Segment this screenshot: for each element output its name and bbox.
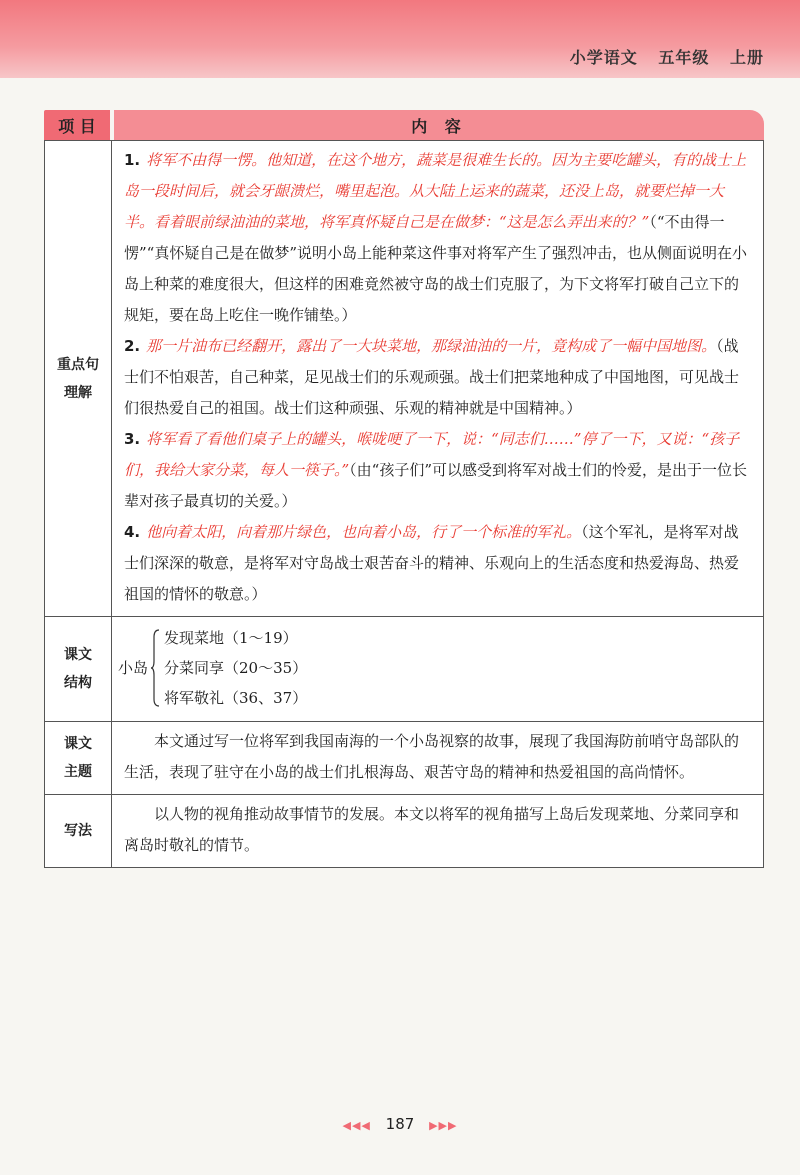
structure-root: 小岛 — [118, 658, 149, 677]
row-key-sentences — [44, 140, 764, 617]
structure-part: 分菜同享（20～35） — [164, 659, 308, 677]
writing-text: 以人物的视角推动故事情节的发展。本文以将军的视角描写上岛后发现菜地、分菜同享和离岛时敬礼的情节。 — [124, 805, 740, 854]
row-writing — [44, 795, 764, 868]
table-header — [44, 110, 764, 140]
key-sentence-item — [124, 145, 753, 331]
left-arrows-icon: ◀◀◀ — [342, 1119, 371, 1132]
theme-text: 本文通过写一位将军到我国南海的一个小岛视察的故事，展现了我国海防前哨守岛部队的生活，表现了驻守在小岛的战士们扎根海岛、艰苦守岛的精神和热爱祖国的高尚情怀。 — [124, 732, 740, 781]
label-structure — [45, 617, 112, 721]
structure-part: 将军敬礼（36、37） — [164, 689, 308, 707]
header-grade: 五年级 — [658, 48, 710, 67]
label-line: 结构 — [64, 675, 92, 691]
quote-text: 将军看了看他们桌子上的罐头，喉咙哽了一下，说：“同志们……”停了一下，又说：“孩子们，我给大家分菜，每人一筷子。” — [124, 430, 740, 479]
label-theme — [45, 722, 112, 794]
header-col-item: 项 目 — [44, 110, 110, 140]
content-theme — [112, 722, 763, 794]
note-text: （由“孩子们”可以感受到将军对战士们的怜爱，是出于一位长辈对孩子最真切的关爱。） — [124, 461, 748, 510]
note-text: （这个军礼，是将军对战士们深深的敬意，是将军对守岛战士艰苦奋斗的精神、乐观向上的生活态度和热爱海岛、热爱祖国的情怀的敬意。） — [124, 523, 740, 603]
label-writing: 写法 — [45, 795, 112, 867]
structure-parts — [164, 623, 307, 713]
label-line: 理解 — [64, 384, 92, 401]
label-line: 主题 — [64, 764, 92, 780]
header-title — [570, 45, 764, 68]
content-structure — [112, 617, 763, 721]
structure-diagram — [118, 621, 753, 715]
note-text: （“不由得一愣”“真怀疑自己是在做梦”说明小岛上能种菜这件事对将军产生了强烈冲击，也从侧面说明在小岛上种菜的难度很大，但这样的困难竟然被守岛的战士们克服了，为下文将军打破自己立下的规矩，要在岛上吃住一晚作铺垫。） — [124, 213, 748, 324]
page-number: 187 — [385, 1115, 415, 1133]
label-line: 课文 — [64, 736, 92, 752]
row-theme — [44, 722, 764, 795]
header-subject: 小学语文 — [569, 48, 638, 67]
key-sentence-item — [124, 424, 753, 517]
content-writing — [112, 795, 763, 867]
item-number: 4. — [124, 523, 141, 541]
header-volume: 上册 — [729, 48, 764, 67]
item-number: 1. — [124, 151, 141, 169]
item-number: 3. — [124, 430, 141, 448]
summary-table — [44, 110, 764, 868]
header-col-content: 内 容 — [114, 110, 764, 140]
quote-text: 他向着太阳，向着那片绿色，也向着小岛，行了一个标准的军礼。 — [146, 523, 582, 541]
note-text: （战士们不怕艰苦，自己种菜，足见战士们的乐观顽强。战士们把菜地种成了中国地图，可见战士们很热爱自己的祖国。战士们这种顽强、乐观的精神就是中国精神。） — [124, 337, 740, 417]
label-key-sentences — [45, 141, 112, 616]
right-arrows-icon: ▶▶▶ — [429, 1119, 458, 1132]
brace-icon — [150, 629, 160, 707]
content-key-sentences — [112, 141, 763, 616]
row-structure — [44, 617, 764, 722]
quote-text: 那一片油布已经翻开，露出了一大块菜地，那绿油油的一片，竟构成了一幅中国地图。 — [146, 337, 717, 355]
structure-part: 发现菜地（1～19） — [164, 629, 298, 647]
page-footer — [0, 1115, 800, 1133]
label-line: 重点句 — [57, 356, 99, 373]
quote-text: 将军不由得一愣。他知道，在这个地方，蔬菜是很难生长的。因为主要吃罐头，有的战士上岛一段时间后，就会牙龈溃烂，嘴里起泡。从大陆上运来的蔬菜，还没上岛，就要烂掉一大半。看着眼前绿油油的菜地，将军真怀疑自己是在做梦：“这是怎么弄出来的？” — [124, 151, 747, 231]
key-sentence-item — [124, 331, 753, 424]
key-sentence-item — [124, 517, 753, 610]
label-line: 课文 — [64, 647, 92, 663]
item-number: 2. — [124, 337, 141, 355]
